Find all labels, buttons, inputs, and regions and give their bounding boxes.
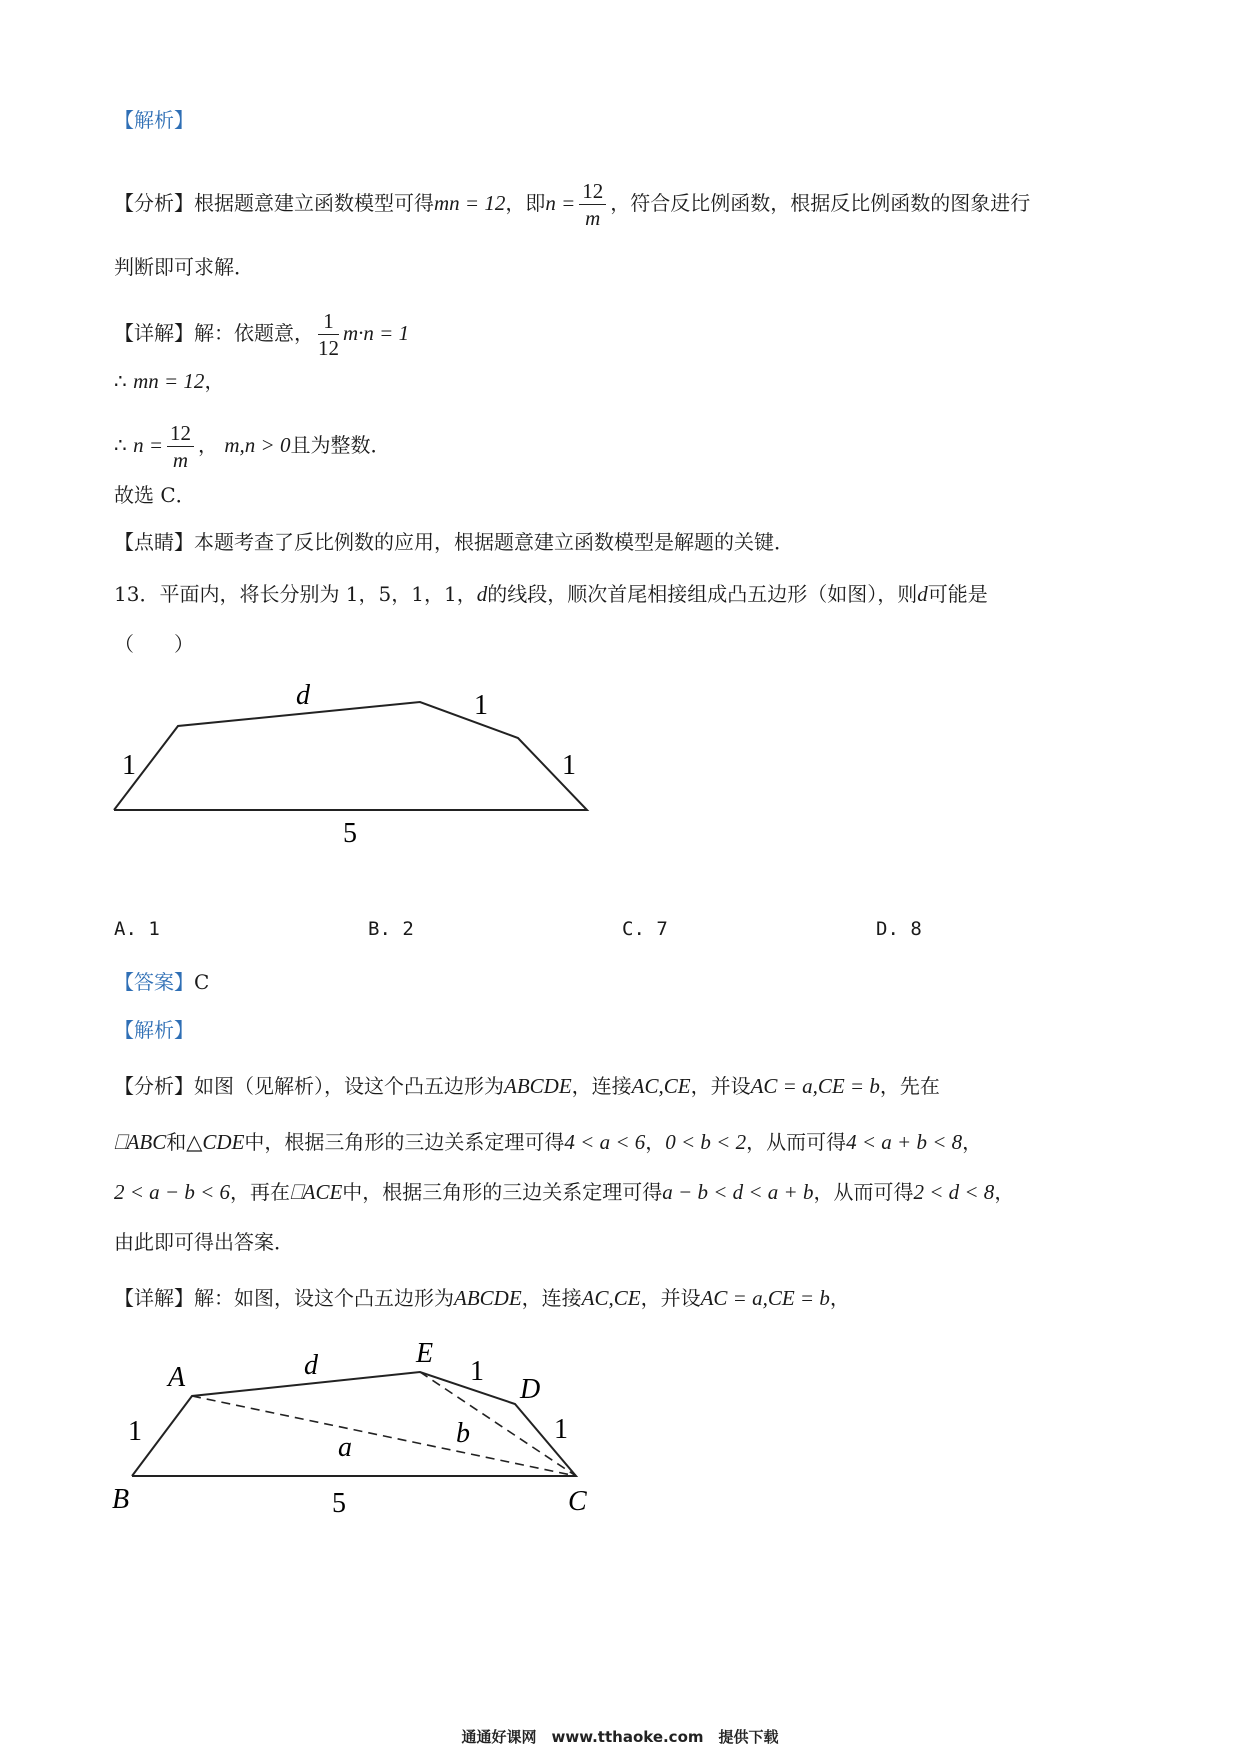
fraction-12-over-m-2: $\frac{12}{m}$ — [167, 420, 194, 473]
vertex-label-c: C — [568, 1486, 587, 1517]
question-13-paren: （ ） — [114, 632, 194, 656]
vertex-label-b: B — [112, 1484, 130, 1515]
detail2-line-1: 【详解】解：如图，设这个凸五边形为ABCDE，连接AC,CE，并设AC = a,CE = b， — [114, 1286, 850, 1310]
detail-line-3: ∴ n = $\frac{12}{m}$ ， m,n > 0且为整数． — [114, 421, 391, 472]
option-a: A. 1 — [114, 918, 160, 940]
detail-tag: 【详解】 — [114, 321, 194, 345]
analysis-line-1: 【分析】根据题意建立函数模型可得mn = 12，即n = $\frac{12}{m}$ ，符合反比例函数，根据反比例函数的图象进行 — [114, 179, 1031, 230]
option-c: C. 7 — [622, 918, 668, 940]
option-b: B. 2 — [368, 918, 414, 940]
label-d: d — [296, 680, 310, 711]
edge-label-1-ab: 1 — [128, 1416, 142, 1447]
diagonal-label-a: a — [338, 1432, 352, 1463]
label-5-bottom: 5 — [343, 818, 357, 849]
choose-line: 故选 C． — [114, 483, 196, 507]
jiexi-heading-2: 【解析】 — [114, 1018, 194, 1042]
jiexi-heading-1: 【解析】 — [114, 108, 194, 132]
vertex-label-d: D — [520, 1374, 541, 1405]
label-1-right: 1 — [562, 750, 576, 781]
vertex-label-e: E — [416, 1338, 434, 1369]
point-line: 【点睛】本题考查了反比例数的应用，根据题意建立函数模型是解题的关键． — [114, 530, 794, 554]
edge-label-1-ed: 1 — [470, 1356, 484, 1387]
option-d: D. 8 — [876, 918, 922, 940]
detail-line-1: 【详解】解：依题意， $\frac{1}{12}$ m·n = 1 — [114, 309, 410, 360]
formula-mn-1: m·n = 1 — [343, 321, 410, 345]
diagonal-label-b: b — [456, 1418, 470, 1449]
label-1-left: 1 — [122, 750, 136, 781]
question-13-stem: 13．平面内，将长分别为 1，5，1，1，d的线段，顺次首尾相接组成凸五边形（如图），则d可能是 — [114, 582, 988, 606]
analysis2-line-2: ⎕ABC和△CDE中，根据三角形的三边关系定理可得4 < a < 6，0 < b < 2，从而可得4 < a + b < 8， — [114, 1130, 983, 1154]
analysis2-line-3: 2 < a − b < 6，再在⎕ACE中，根据三角形的三边关系定理可得a − b < d < a + b，从而可得2 < d < 8， — [114, 1180, 1015, 1204]
analysis-line-2: 判断即可求解． — [114, 255, 254, 279]
vertex-label-a: A — [168, 1362, 186, 1393]
fraction-1-over-12: $\frac{1}{12}$ — [318, 309, 339, 360]
page-footer: 通通好课网 www.tthaoke.com 提供下载 — [461, 1728, 779, 1746]
edge-label-d: d — [304, 1350, 318, 1381]
analysis2-line-4: 由此即可得出答案． — [114, 1230, 294, 1254]
detail-line-2: ∴ mn = 12， — [114, 369, 225, 393]
answer-line: 【答案】C — [114, 970, 210, 994]
label-1-top-right: 1 — [474, 690, 488, 721]
fraction-12-over-m: $\frac{12}{m}$ — [579, 178, 606, 231]
analysis-tag: 【分析】 — [114, 191, 194, 215]
analysis2-line-1: 【分析】如图（见解析），设这个凸五边形为ABCDE，连接AC,CE，并设AC = a,CE = b，先在 — [114, 1074, 940, 1098]
edge-label-1-dc: 1 — [554, 1414, 568, 1445]
formula-mn-12: mn = 12 — [434, 191, 506, 215]
edge-label-5: 5 — [332, 1488, 346, 1519]
